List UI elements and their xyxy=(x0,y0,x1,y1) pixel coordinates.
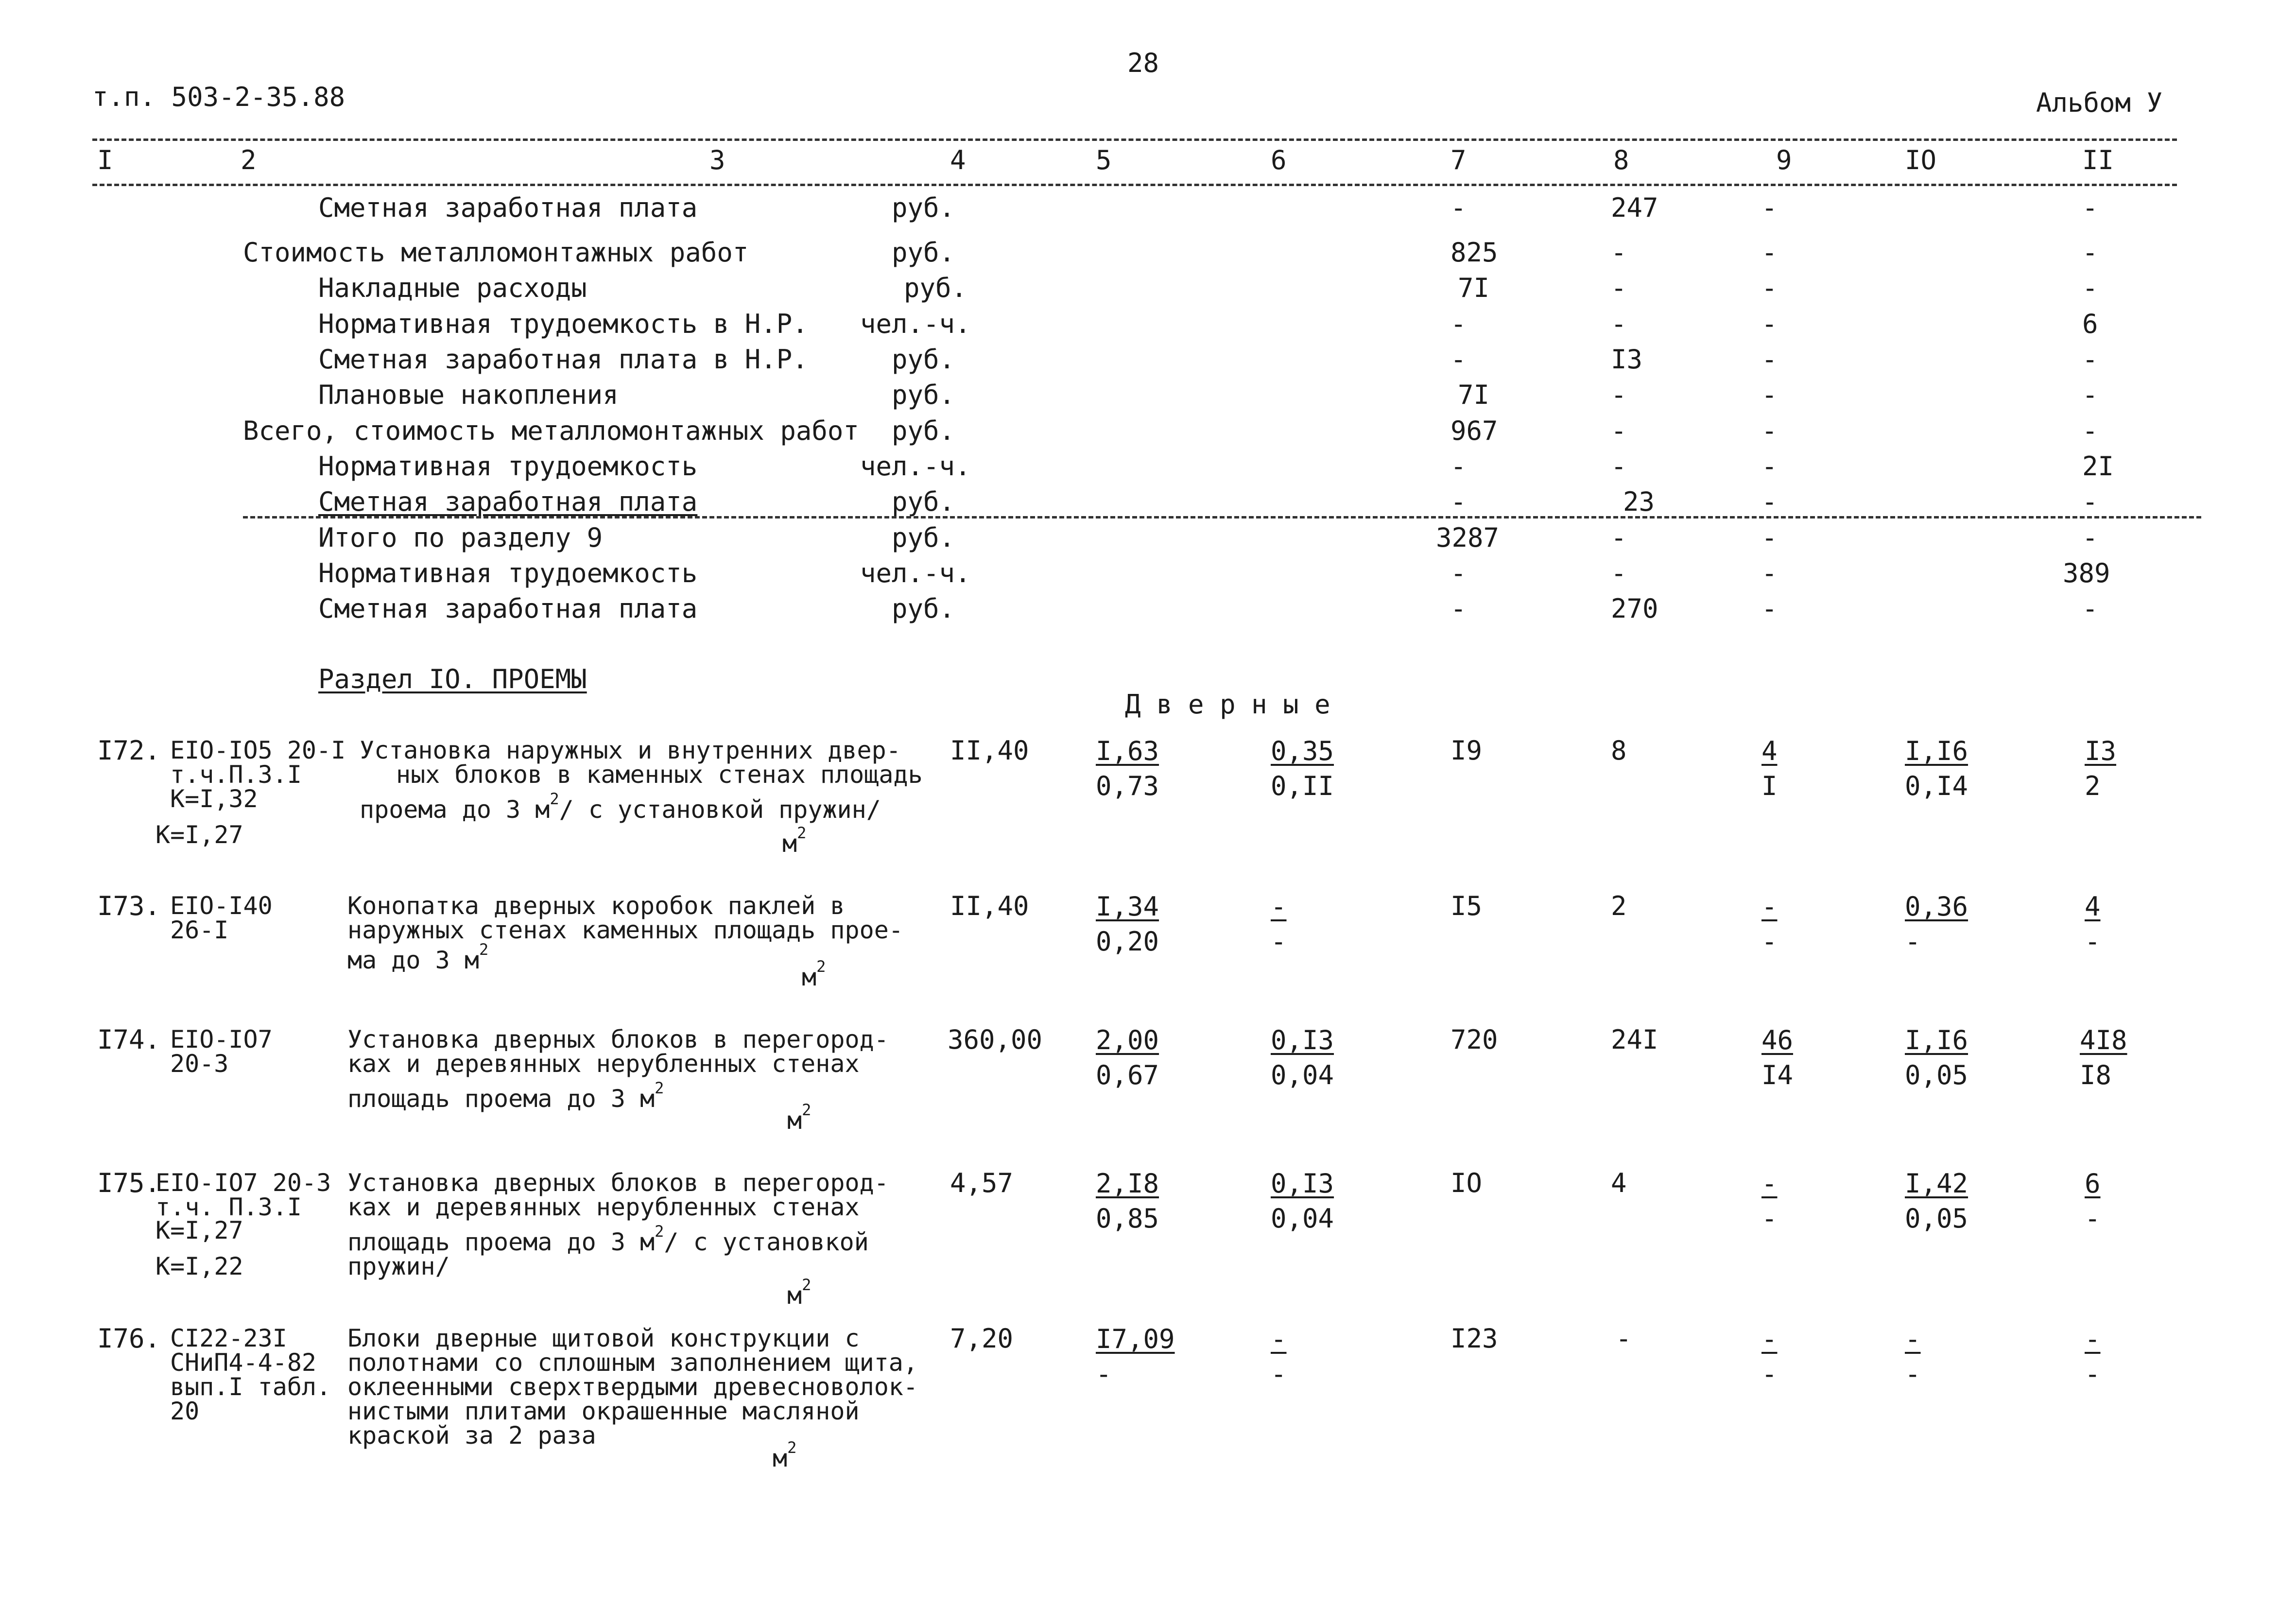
item-c11: $\frac{I3}{2}$ xyxy=(2085,736,2117,801)
item-c8: - xyxy=(1616,1323,1632,1354)
summary-name: Сметная заработная плата в Н.Р. xyxy=(318,344,808,375)
summary-name: Плановые накопления xyxy=(318,380,619,410)
item-c5: $\frac{I,63}{0,73}$ xyxy=(1096,736,1159,801)
project-code: т.п. 503-2-35.88 xyxy=(92,82,345,112)
item-c9: - - xyxy=(1761,891,1778,957)
summary-c11: - xyxy=(2082,192,2098,223)
col-header-10: IO xyxy=(1905,145,1937,175)
item-quantity: II,40 xyxy=(950,735,1029,766)
col-header-9: 9 xyxy=(1776,145,1792,175)
item-description: Установка дверных блоков в перегород- xyxy=(347,1169,889,1197)
summary-c9: - xyxy=(1761,593,1778,624)
item-description: ма до 3 $м^2$ xyxy=(347,940,489,974)
summary-name: Накладные расходы xyxy=(318,273,587,303)
summary-c9: - xyxy=(1761,486,1778,517)
item-c9: $\frac{46}{I4}$ xyxy=(1761,1025,1794,1090)
summary-c7: - xyxy=(1450,344,1467,375)
item-description: краской за 2 раза xyxy=(347,1421,596,1450)
summary-c8: 23 xyxy=(1623,486,1655,517)
item-c5: I7,09 - xyxy=(1096,1324,1175,1389)
item-c11: 6 - xyxy=(2085,1168,2101,1234)
item-c7: 720 xyxy=(1450,1024,1498,1055)
col-header-4: 4 xyxy=(950,145,966,175)
col-header-3: 3 xyxy=(709,145,725,175)
summary-c8: I3 xyxy=(1611,344,1643,375)
page-number: 28 xyxy=(1127,48,1159,78)
item-c10: 0,36 - xyxy=(1905,891,1968,957)
summary-name: Сметная заработная плата xyxy=(318,593,698,624)
summary-name: Нормативная трудоемкость в Н.Р. xyxy=(318,309,808,339)
item-c10: - - xyxy=(1905,1324,1921,1389)
item-code: СНиП4-4-82 xyxy=(170,1348,317,1377)
item-c6: $\frac{0,I3}{0,04}$ xyxy=(1271,1025,1334,1090)
item-code: EIO-IO5 20-I xyxy=(170,736,346,764)
summary-c11: - xyxy=(2082,415,2098,446)
summary-name: Нормативная трудоемкость xyxy=(318,558,698,588)
item-code: EIO-I40 xyxy=(170,892,273,920)
summary-c7: 7I xyxy=(1458,380,1490,410)
item-c5: $\frac{I,34}{0,20}$ xyxy=(1096,891,1159,957)
subsection-title: Д в е р н ы е xyxy=(1125,689,1330,720)
item-description: пружин/ xyxy=(347,1252,450,1280)
item-number: I74. xyxy=(97,1024,161,1055)
col-header-11: II xyxy=(2082,145,2114,175)
summary-unit: руб. xyxy=(892,237,955,268)
summary-c9: - xyxy=(1761,309,1778,339)
summary-name: Стоимость металломонтажных работ xyxy=(243,237,749,268)
album-label: Альбом У xyxy=(2036,87,2163,118)
summary-unit: руб. xyxy=(892,415,955,446)
item-code: К=I,22 xyxy=(155,1252,243,1280)
item-c8: 2 xyxy=(1611,891,1627,921)
summary-c7: 7I xyxy=(1458,273,1490,303)
summary-c8: - xyxy=(1611,558,1627,588)
header-rule-top xyxy=(92,138,2177,141)
item-description: площадь проема до 3 $м^2/$ с установкой xyxy=(347,1222,869,1256)
item-code: т.ч. П.3.I xyxy=(155,1193,302,1221)
item-description: ках и деревянных нерубленных стенах xyxy=(347,1050,860,1078)
item-unit: $м^2$ xyxy=(773,1438,797,1472)
summary-c11: - xyxy=(2082,593,2098,624)
item-description: полотнами со сплошным заполнением щита, xyxy=(347,1348,918,1377)
summary-c9: - xyxy=(1761,273,1778,303)
item-c9: - - xyxy=(1761,1168,1778,1234)
summary-c8: 270 xyxy=(1611,593,1658,624)
summary-c8: - xyxy=(1611,237,1627,268)
summary-unit: чел.-ч. xyxy=(860,451,971,482)
item-unit: $м^2$ xyxy=(802,957,826,991)
summary-name: Всего, стоимость металломонтажных работ xyxy=(243,415,859,446)
col-header-1: I xyxy=(97,145,113,175)
item-code: т.ч.П.3.I xyxy=(170,760,302,789)
item-code: EIO-IO7 20-3 xyxy=(155,1169,331,1197)
item-code: К=I,27 xyxy=(155,821,243,849)
item-code: вып.I табл. xyxy=(170,1373,331,1401)
summary-name: Итого по разделу 9 xyxy=(318,522,603,553)
summary-name: Сметная заработная плата xyxy=(318,486,698,517)
item-c8: 4 xyxy=(1611,1168,1627,1198)
item-c8: 24I xyxy=(1611,1024,1658,1055)
item-description: наружных стенах каменных площадь прое- xyxy=(347,916,903,944)
item-description: Установка наружных и внутренних двер- xyxy=(360,736,901,764)
item-c7: I9 xyxy=(1450,735,1483,766)
summary-unit: чел.-ч. xyxy=(860,558,971,588)
item-c7: IO xyxy=(1450,1168,1483,1198)
item-unit: $м^2$ xyxy=(782,824,807,858)
item-description: ных блоков в каменных стенах площадь xyxy=(396,760,923,789)
col-header-7: 7 xyxy=(1450,145,1467,175)
summary-unit: чел.-ч. xyxy=(860,309,971,339)
item-description: Конопатка дверных коробок паклей в xyxy=(347,892,845,920)
item-code: 20 xyxy=(170,1397,200,1425)
item-code: CI22-23I xyxy=(170,1324,287,1352)
summary-unit: руб. xyxy=(904,273,967,303)
item-code: К=I,32 xyxy=(170,785,258,813)
summary-c7: - xyxy=(1450,593,1467,624)
item-c5: $\frac{2,I8}{0,85}$ xyxy=(1096,1168,1159,1234)
summary-c9: - xyxy=(1761,380,1778,410)
summary-c8: - xyxy=(1611,273,1627,303)
summary-c9: - xyxy=(1761,451,1778,482)
item-quantity: 7,20 xyxy=(950,1323,1014,1354)
item-c7: I5 xyxy=(1450,891,1483,921)
summary-c7: 3287 xyxy=(1436,522,1500,553)
summary-c7: - xyxy=(1450,486,1467,517)
summary-c11: - xyxy=(2082,237,2098,268)
section-title: Раздел IO. ПРОЕМЫ xyxy=(318,664,587,694)
col-header-2: 2 xyxy=(241,145,257,175)
item-c11: $\frac{4I8}{I8}$ xyxy=(2080,1025,2127,1090)
item-code: EIO-IO7 xyxy=(170,1025,273,1054)
summary-c11: 2I xyxy=(2082,451,2114,482)
col-header-8: 8 xyxy=(1613,145,1629,175)
item-number: I76. xyxy=(97,1323,161,1354)
summary-c7: - xyxy=(1450,309,1467,339)
summary-name: Сметная заработная плата xyxy=(318,192,698,223)
item-c6: - - xyxy=(1271,891,1287,957)
summary-unit: руб. xyxy=(892,192,955,223)
summary-c11: 6 xyxy=(2082,309,2098,339)
item-c7: I23 xyxy=(1450,1323,1498,1354)
item-description: оклеенными сверхтвердыми древесноволок- xyxy=(347,1373,918,1401)
item-code: К=I,27 xyxy=(155,1216,243,1244)
item-code: 20-3 xyxy=(170,1050,229,1078)
section-divider xyxy=(243,516,2201,518)
item-c11: - - xyxy=(2085,1324,2101,1389)
summary-c11: - xyxy=(2082,380,2098,410)
summary-c9: - xyxy=(1761,522,1778,553)
header-rule-bottom xyxy=(92,184,2177,186)
item-c6: $\frac{0,35}{0,II}$ xyxy=(1271,736,1334,801)
summary-c8: - xyxy=(1611,415,1627,446)
item-c10: $\frac{I,42}{0,05}$ xyxy=(1905,1168,1968,1234)
col-header-6: 6 xyxy=(1271,145,1287,175)
summary-c7: - xyxy=(1450,192,1467,223)
summary-c7: - xyxy=(1450,558,1467,588)
item-number: I72. xyxy=(97,735,161,766)
item-description: площадь проема до 3 $м^2$ xyxy=(347,1079,664,1113)
item-description: нистыми плитами окрашенные масляной xyxy=(347,1397,860,1425)
summary-unit: руб. xyxy=(892,344,955,375)
summary-unit: руб. xyxy=(892,593,955,624)
summary-unit: руб. xyxy=(892,380,955,410)
summary-c9: - xyxy=(1761,558,1778,588)
item-c9: - - xyxy=(1761,1324,1778,1389)
item-number: I75. xyxy=(97,1168,161,1198)
summary-c8: - xyxy=(1611,522,1627,553)
item-code: 26-I xyxy=(170,916,229,944)
summary-c8: - xyxy=(1611,309,1627,339)
item-quantity: 360,00 xyxy=(948,1024,1043,1055)
summary-c11: - xyxy=(2082,344,2098,375)
summary-c11: 389 xyxy=(2063,558,2110,588)
item-c9: $\frac{4}{I}$ xyxy=(1761,736,1778,801)
item-quantity: II,40 xyxy=(950,891,1029,921)
summary-c8: 247 xyxy=(1611,192,1658,223)
item-description: проема до 3 $м^2/$ с установкой пружин/ xyxy=(360,790,881,824)
summary-c9: - xyxy=(1761,344,1778,375)
item-c10: $\frac{I,I6}{0,I4}$ xyxy=(1905,736,1968,801)
summary-c7: 825 xyxy=(1450,237,1498,268)
col-header-5: 5 xyxy=(1096,145,1112,175)
item-c11: 4 - xyxy=(2085,891,2101,957)
summary-c8: - xyxy=(1611,451,1627,482)
item-c8: 8 xyxy=(1611,735,1627,766)
summary-c11: - xyxy=(2082,273,2098,303)
summary-c9: - xyxy=(1761,237,1778,268)
item-description: Установка дверных блоков в перегород- xyxy=(347,1025,889,1054)
summary-c11: - xyxy=(2082,522,2098,553)
item-number: I73. xyxy=(97,891,161,921)
item-quantity: 4,57 xyxy=(950,1168,1014,1198)
item-unit: $м^2$ xyxy=(787,1276,811,1310)
item-unit: $м^2$ xyxy=(787,1101,811,1135)
summary-c11: - xyxy=(2082,486,2098,517)
summary-unit: руб. xyxy=(892,522,955,553)
item-description: ках и деревянных нерубленных стенах xyxy=(347,1193,860,1221)
summary-name: Нормативная трудоемкость xyxy=(318,451,698,482)
item-description: Блоки дверные щитовой конструкции с xyxy=(347,1324,860,1352)
summary-c9: - xyxy=(1761,415,1778,446)
summary-unit: руб. xyxy=(892,486,955,517)
summary-c8: - xyxy=(1611,380,1627,410)
summary-c7: 967 xyxy=(1450,415,1498,446)
item-c6: $\frac{0,I3}{0,04}$ xyxy=(1271,1168,1334,1234)
item-c10: $\frac{I,I6}{0,05}$ xyxy=(1905,1025,1968,1090)
item-c6: - - xyxy=(1271,1324,1287,1389)
item-c5: $\frac{2,00}{0,67}$ xyxy=(1096,1025,1159,1090)
summary-c7: - xyxy=(1450,451,1467,482)
summary-c9: - xyxy=(1761,192,1778,223)
